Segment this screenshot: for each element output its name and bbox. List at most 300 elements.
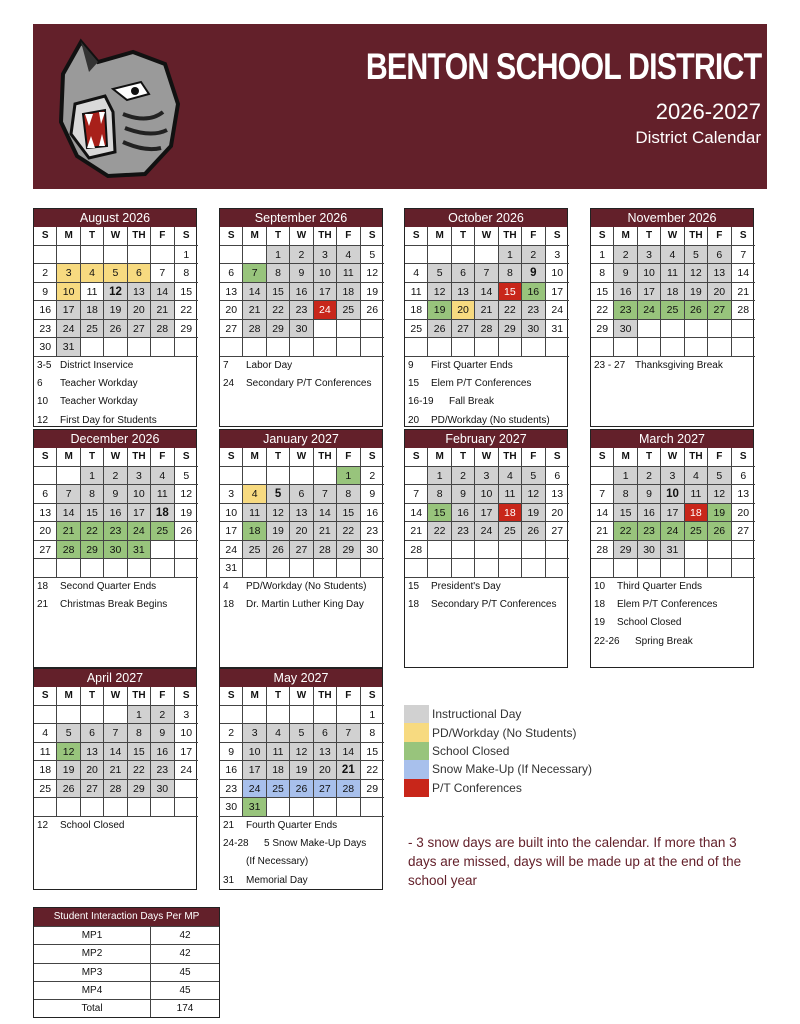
weekday-label: W — [661, 227, 684, 246]
day-cell: 25 — [243, 541, 266, 560]
snow-days-note: - 3 snow days are built into the calendar. If more than 3 days are missed, days will be made up at the end of the school year — [408, 835, 742, 888]
weekday-label: S — [405, 227, 428, 246]
day-cell: 20 — [452, 301, 475, 320]
table-row — [34, 926, 219, 944]
weekday-header — [220, 687, 382, 706]
weekday-label: M — [57, 448, 80, 467]
day-cell: 17 — [128, 504, 151, 523]
week-row — [220, 743, 382, 762]
empty-cell — [151, 338, 174, 357]
day-cell: 9 — [522, 264, 545, 283]
mp-days: 45 — [179, 966, 191, 978]
empty-cell — [591, 559, 614, 578]
week-row — [220, 761, 382, 780]
legend-swatch — [404, 705, 429, 723]
legend-snow — [404, 760, 592, 778]
weekday-label: S — [34, 687, 57, 706]
note-item — [34, 817, 196, 835]
day-cell: 29 — [81, 541, 104, 560]
legend-label: Instructional Day — [432, 707, 522, 722]
weekday-label: TH — [499, 448, 522, 467]
week-row — [591, 246, 753, 265]
header-banner — [33, 24, 767, 189]
day-cell: 29 — [175, 320, 198, 339]
legend-closed — [404, 742, 592, 760]
day-cell: 23 — [34, 320, 57, 339]
day-cell: 27 — [81, 780, 104, 799]
empty-cell — [104, 706, 127, 725]
day-cell: 28 — [243, 320, 266, 339]
day-cell: 5 — [175, 467, 198, 486]
day-cell: 21 — [337, 761, 360, 780]
empty-cell — [314, 320, 337, 339]
day-cell: 23 — [220, 780, 243, 799]
empty-cell — [499, 541, 522, 560]
day-cell: 17 — [314, 283, 337, 302]
day-cell: 13 — [81, 743, 104, 762]
weekday-label: TH — [314, 687, 337, 706]
month-title: February 2027 — [405, 430, 567, 448]
day-cell: 4 — [243, 485, 266, 504]
day-cell: 8 — [337, 485, 360, 504]
note-item — [405, 393, 567, 411]
note-item — [220, 872, 382, 890]
day-cell: 31 — [661, 541, 684, 560]
day-cell: 28 — [314, 541, 337, 560]
weekday-label: S — [591, 227, 614, 246]
day-cell: 13 — [290, 504, 313, 523]
day-cell: 29 — [591, 320, 614, 339]
day-cell: 11 — [151, 485, 174, 504]
day-cell: 10 — [175, 724, 198, 743]
month-title: November 2026 — [591, 209, 753, 227]
day-cell: 23 — [522, 301, 545, 320]
day-cell: 3 — [243, 724, 266, 743]
empty-cell — [661, 338, 684, 357]
note-text: Elem P/T Conferences — [617, 598, 718, 610]
day-cell: 9 — [290, 264, 313, 283]
day-cell: 6 — [546, 467, 569, 486]
note-date: 16-19 — [408, 396, 434, 408]
weekday-label: W — [475, 227, 498, 246]
day-cell: 1 — [175, 246, 198, 265]
empty-cell — [708, 541, 731, 560]
weekday-label: W — [475, 448, 498, 467]
day-cell: 14 — [314, 504, 337, 523]
day-cell: 24 — [175, 761, 198, 780]
day-cell: 16 — [522, 283, 545, 302]
day-cell: 1 — [499, 246, 522, 265]
weekday-label: TH — [314, 448, 337, 467]
note-item — [591, 596, 753, 614]
empty-cell — [546, 541, 569, 560]
week-row — [591, 504, 753, 523]
day-cell: 24 — [475, 522, 498, 541]
weekday-label: F — [337, 448, 360, 467]
empty-cell — [34, 559, 57, 578]
day-cell: 24 — [128, 522, 151, 541]
empty-cell — [243, 246, 266, 265]
day-cell: 9 — [220, 743, 243, 762]
weekday-label: S — [175, 687, 198, 706]
weekday-label: F — [708, 227, 731, 246]
month-title: August 2026 — [34, 209, 196, 227]
note-date: 19 — [594, 617, 606, 629]
empty-cell — [81, 798, 104, 817]
month-title: September 2026 — [220, 209, 382, 227]
day-cell: 17 — [57, 301, 80, 320]
day-cell: 12 — [361, 264, 384, 283]
empty-cell — [638, 559, 661, 578]
week-row — [591, 264, 753, 283]
day-cell: 4 — [685, 467, 708, 486]
empty-cell — [128, 338, 151, 357]
day-cell: 19 — [267, 522, 290, 541]
day-cell: 7 — [475, 264, 498, 283]
note-date: 6 — [37, 377, 43, 389]
weekday-header — [220, 227, 382, 246]
day-cell: 25 — [151, 522, 174, 541]
month-title: April 2027 — [34, 669, 196, 687]
empty-cell — [220, 338, 243, 357]
day-cell: 10 — [128, 485, 151, 504]
day-cell: 9 — [614, 264, 637, 283]
weekday-label: TH — [685, 227, 708, 246]
note-text: Fall Break — [449, 396, 495, 408]
week-row — [405, 320, 567, 339]
week-row — [34, 743, 196, 762]
note-date: 4 — [223, 580, 229, 592]
empty-cell — [708, 559, 731, 578]
day-cell: 19 — [290, 761, 313, 780]
empty-cell — [151, 541, 174, 560]
day-cell: 21 — [57, 522, 80, 541]
empty-cell — [405, 467, 428, 486]
day-cell: 15 — [614, 504, 637, 523]
weekday-label: S — [546, 448, 569, 467]
empty-cell — [546, 338, 569, 357]
day-cell: 17 — [638, 283, 661, 302]
weekday-label: T — [638, 448, 661, 467]
day-cell: 22 — [175, 301, 198, 320]
day-cell: 28 — [57, 541, 80, 560]
day-cell: 21 — [591, 522, 614, 541]
week-row — [220, 504, 382, 523]
day-cell: 8 — [361, 724, 384, 743]
day-cell: 20 — [220, 301, 243, 320]
empty-cell — [499, 338, 522, 357]
day-cell: 7 — [591, 485, 614, 504]
empty-cell — [290, 559, 313, 578]
day-cell: 24 — [638, 301, 661, 320]
day-cell: 18 — [661, 283, 684, 302]
month-november-2026 — [590, 208, 754, 427]
day-cell: 5 — [522, 467, 545, 486]
day-cell: 14 — [475, 283, 498, 302]
day-cell: 2 — [452, 467, 475, 486]
note-text: School Closed — [617, 617, 682, 629]
day-cell: 12 — [175, 485, 198, 504]
week-row — [220, 780, 382, 799]
day-cell: 23 — [151, 761, 174, 780]
day-cell: 28 — [732, 301, 755, 320]
weekday-label: F — [151, 687, 174, 706]
week-row — [591, 541, 753, 560]
week-row — [405, 522, 567, 541]
day-cell: 26 — [104, 320, 127, 339]
day-cell: 6 — [81, 724, 104, 743]
day-cell: 26 — [267, 541, 290, 560]
day-cell: 4 — [34, 724, 57, 743]
week-row — [220, 338, 382, 357]
day-cell: 10 — [314, 264, 337, 283]
note-date: 23 - 27 — [594, 359, 626, 371]
day-cell: 30 — [290, 320, 313, 339]
weekday-label: S — [220, 687, 243, 706]
note-text: President's Day — [431, 580, 501, 592]
empty-cell — [290, 338, 313, 357]
day-cell: 16 — [220, 761, 243, 780]
weekday-label: T — [452, 227, 475, 246]
week-row — [405, 485, 567, 504]
note-text: Second Quarter Ends — [60, 580, 157, 592]
note-text: Secondary P/T Conferences — [246, 377, 372, 389]
day-cell: 3 — [638, 246, 661, 265]
day-cell: 23 — [638, 522, 661, 541]
day-cell: 21 — [405, 522, 428, 541]
empty-cell — [452, 559, 475, 578]
week-row — [34, 541, 196, 560]
day-cell: 12 — [685, 264, 708, 283]
empty-cell — [314, 706, 337, 725]
day-cell: 14 — [732, 264, 755, 283]
day-cell: 4 — [337, 246, 360, 265]
note-item — [34, 393, 196, 411]
month-october-2026 — [404, 208, 568, 427]
note-item — [405, 578, 567, 596]
note-date — [220, 853, 246, 871]
day-cell: 9 — [151, 724, 174, 743]
day-cell: 7 — [732, 246, 755, 265]
empty-cell — [243, 559, 266, 578]
day-cell: 12 — [708, 485, 731, 504]
day-cell: 15 — [175, 283, 198, 302]
day-cell: 14 — [405, 504, 428, 523]
day-cell: 22 — [614, 522, 637, 541]
weekday-label: TH — [499, 227, 522, 246]
weekday-label: T — [267, 227, 290, 246]
weekday-label: S — [175, 227, 198, 246]
note-item — [591, 578, 753, 596]
empty-cell — [220, 706, 243, 725]
day-cell: 4 — [405, 264, 428, 283]
district-name: BENTON SCHOOL DISTRICT — [365, 46, 761, 87]
week-row — [405, 246, 567, 265]
day-cell: 20 — [732, 504, 755, 523]
day-cell: 25 — [34, 780, 57, 799]
day-cell: 12 — [104, 283, 127, 302]
note-text: Memorial Day — [246, 874, 308, 886]
day-cell: 8 — [267, 264, 290, 283]
empty-cell — [337, 338, 360, 357]
day-cell: 7 — [314, 485, 337, 504]
note-date: 3-5 — [37, 359, 52, 371]
table-row — [34, 963, 219, 981]
day-cell: 13 — [732, 485, 755, 504]
empty-cell — [151, 559, 174, 578]
empty-cell — [314, 467, 337, 486]
empty-cell — [405, 246, 428, 265]
weekday-label: TH — [128, 448, 151, 467]
day-cell: 7 — [337, 724, 360, 743]
day-cell: 29 — [499, 320, 522, 339]
legend-label: P/T Conferences — [432, 780, 522, 795]
day-cell: 13 — [220, 283, 243, 302]
day-cell: 4 — [661, 246, 684, 265]
day-cell: 10 — [638, 264, 661, 283]
table-title: Student Interaction Days Per MP — [34, 908, 219, 926]
day-cell: 26 — [361, 301, 384, 320]
day-cell: 19 — [361, 283, 384, 302]
empty-cell — [175, 559, 198, 578]
weekday-label: S — [546, 227, 569, 246]
empty-cell — [57, 798, 80, 817]
week-row — [220, 283, 382, 302]
empty-cell — [175, 780, 198, 799]
week-row — [220, 246, 382, 265]
empty-cell — [638, 320, 661, 339]
weekday-label: S — [220, 227, 243, 246]
day-cell: 1 — [361, 706, 384, 725]
note-date: 18 — [223, 598, 235, 610]
note-date: 7 — [223, 359, 229, 371]
day-cell: 1 — [267, 246, 290, 265]
empty-cell — [267, 559, 290, 578]
weekday-label: F — [151, 448, 174, 467]
weekday-label: S — [361, 687, 384, 706]
week-row — [34, 780, 196, 799]
week-row — [405, 283, 567, 302]
note-item — [591, 633, 753, 651]
day-cell: 23 — [452, 522, 475, 541]
empty-cell — [104, 338, 127, 357]
day-cell: 27 — [314, 780, 337, 799]
week-row — [220, 724, 382, 743]
weekday-label: TH — [128, 687, 151, 706]
day-cell: 10 — [661, 485, 684, 504]
legend-label: PD/Workday (No Students) — [432, 725, 577, 740]
day-cell: 18 — [267, 761, 290, 780]
weekday-label: W — [290, 227, 313, 246]
day-cell: 18 — [81, 301, 104, 320]
day-cell: 16 — [614, 283, 637, 302]
week-row — [34, 301, 196, 320]
day-cell: 5 — [361, 246, 384, 265]
empty-cell — [337, 559, 360, 578]
day-cell: 5 — [267, 485, 290, 504]
day-cell: 10 — [475, 485, 498, 504]
day-cell: 31 — [57, 338, 80, 357]
note-date: 22-26 — [594, 635, 620, 647]
note-text: PD/Workday (No students) — [431, 414, 550, 426]
week-row — [34, 283, 196, 302]
note-item — [220, 357, 382, 375]
empty-cell — [732, 320, 755, 339]
weekday-label: F — [337, 687, 360, 706]
weekday-label: F — [151, 227, 174, 246]
legend-swatch — [404, 779, 429, 797]
weekday-label: S — [34, 227, 57, 246]
day-cell: 25 — [267, 780, 290, 799]
empty-cell — [475, 559, 498, 578]
day-cell: 29 — [337, 541, 360, 560]
day-cell: 29 — [614, 541, 637, 560]
empty-cell — [267, 467, 290, 486]
month-notes — [34, 357, 196, 431]
day-cell: 30 — [361, 541, 384, 560]
weekday-label: M — [243, 687, 266, 706]
day-cell: 22 — [128, 761, 151, 780]
day-cell: 6 — [290, 485, 313, 504]
weekday-header — [591, 448, 753, 467]
weekday-label: F — [337, 227, 360, 246]
interaction-days-table — [33, 907, 220, 1018]
day-cell: 15 — [81, 504, 104, 523]
day-cell: 28 — [151, 320, 174, 339]
empty-cell — [337, 798, 360, 817]
week-row — [220, 301, 382, 320]
day-cell: 15 — [267, 283, 290, 302]
empty-cell — [685, 541, 708, 560]
week-row — [34, 559, 196, 578]
day-cell: 27 — [708, 301, 731, 320]
day-cell: 20 — [546, 504, 569, 523]
weekday-header — [591, 227, 753, 246]
day-cell: 28 — [591, 541, 614, 560]
day-cell: 30 — [638, 541, 661, 560]
legend-pd — [404, 723, 592, 741]
month-notes — [220, 357, 382, 394]
weekday-header — [34, 227, 196, 246]
empty-cell — [243, 338, 266, 357]
month-notes — [34, 817, 196, 835]
day-cell: 31 — [128, 541, 151, 560]
day-cell: 30 — [151, 780, 174, 799]
week-row — [220, 320, 382, 339]
empty-cell — [314, 338, 337, 357]
day-cell: 25 — [337, 301, 360, 320]
note-item — [220, 817, 382, 835]
day-cell: 29 — [267, 320, 290, 339]
week-row — [591, 301, 753, 320]
empty-cell — [405, 338, 428, 357]
week-row — [591, 467, 753, 486]
day-cell: 26 — [290, 780, 313, 799]
empty-cell — [57, 559, 80, 578]
empty-cell — [405, 559, 428, 578]
empty-cell — [708, 338, 731, 357]
day-cell: 7 — [405, 485, 428, 504]
note-item — [591, 614, 753, 632]
day-cell: 15 — [428, 504, 451, 523]
day-cell: 9 — [34, 283, 57, 302]
note-item — [34, 357, 196, 375]
weekday-header — [34, 448, 196, 467]
month-notes — [591, 578, 753, 652]
day-cell: 20 — [290, 522, 313, 541]
day-cell: 1 — [428, 467, 451, 486]
day-cell: 11 — [243, 504, 266, 523]
